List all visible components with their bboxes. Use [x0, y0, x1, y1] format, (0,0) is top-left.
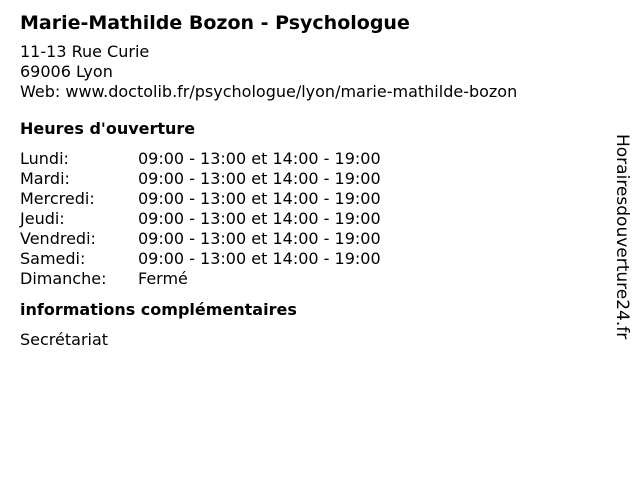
hours-day: Jeudi:: [20, 209, 65, 228]
hours-day: Mardi:: [20, 169, 70, 188]
hours-row-saturday: [20, 249, 600, 269]
hours-day: Samedi:: [20, 249, 86, 268]
hours-row-wednesday: [20, 189, 600, 209]
hours-row-sunday: [20, 269, 600, 289]
additional-info-heading: informations complémentaires: [20, 300, 297, 319]
address-street: 11-13 Rue Curie: [20, 42, 150, 61]
hours-row-friday: [20, 229, 600, 249]
hours-day: Mercredi:: [20, 189, 95, 208]
hours-time: 09:00 - 13:00 et 14:00 - 19:00: [138, 209, 381, 228]
website-line: Web: www.doctolib.fr/psychologue/lyon/marie-mathilde-bozon: [20, 82, 518, 101]
hours-time: 09:00 - 13:00 et 14:00 - 19:00: [138, 189, 381, 208]
additional-info-text: Secrétariat: [20, 330, 109, 349]
opening-hours-heading: Heures d'ouverture: [20, 119, 196, 138]
hours-time: 09:00 - 13:00 et 14:00 - 19:00: [138, 229, 381, 248]
hours-time: Fermé: [138, 269, 188, 288]
hours-row-thursday: [20, 209, 600, 229]
opening-hours-table: [20, 149, 600, 289]
site-watermark: Horairesdouverture24.fr: [612, 134, 632, 340]
hours-row-monday: [20, 149, 600, 169]
business-card: [20, 10, 600, 350]
address-city: 69006 Lyon: [20, 62, 113, 81]
hours-time: 09:00 - 13:00 et 14:00 - 19:00: [138, 249, 381, 268]
hours-day: Dimanche:: [20, 269, 107, 288]
hours-day: Lundi:: [20, 149, 69, 168]
hours-day: Vendredi:: [20, 229, 96, 248]
hours-time: 09:00 - 13:00 et 14:00 - 19:00: [138, 169, 381, 188]
hours-time: 09:00 - 13:00 et 14:00 - 19:00: [138, 149, 381, 168]
page-title: Marie-Mathilde Bozon - Psychologue: [20, 12, 410, 34]
address-block: [20, 42, 600, 102]
hours-row-tuesday: [20, 169, 600, 189]
